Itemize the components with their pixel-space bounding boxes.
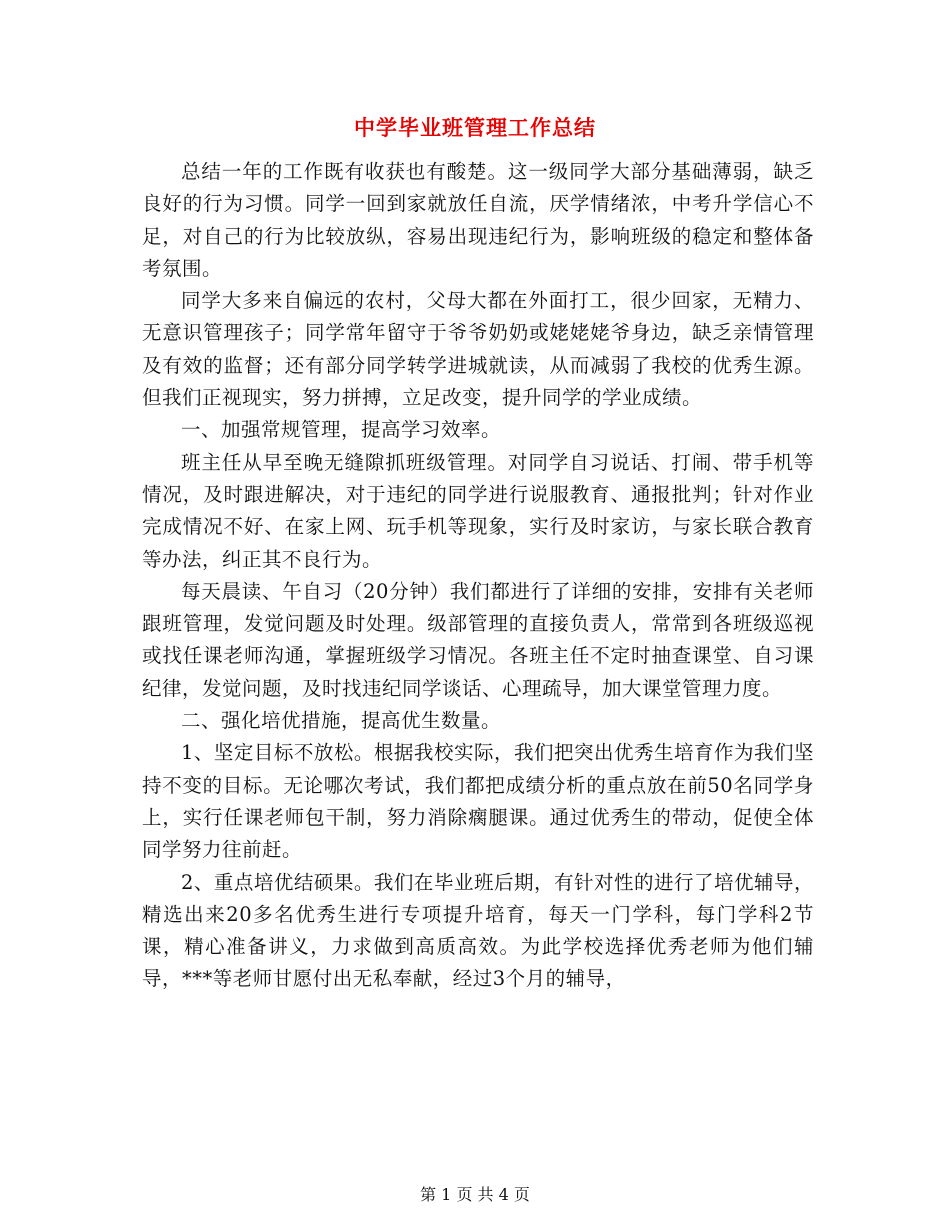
- paragraph-class-teacher-management: 班主任从早至晚无缝隙抓班级管理。对同学自习说话、打闹、带手机等情况，及时跟进解决，对于违纪的同学进行说服教育、通报批判；针对作业完成情况不好、在家上网、玩手机等现象，实行及时家访，与家长联合教育等办法，纠正其不良行为。: [142, 450, 814, 571]
- paragraph-intro: 总结一年的工作既有收获也有酸楚。这一级同学大部分基础薄弱，缺乏良好的行为习惯。同学一回到家就放任自流，厌学情绪浓，中考升学信心不足，对自己的行为比较放纵，容易出现违纪行为，影响班级的稳定和整体备考氛围。: [142, 160, 814, 280]
- document-body: [142, 156, 814, 996]
- document-title: 中学毕业班管理工作总结: [354, 116, 596, 140]
- paragraph-firm-goal: 1、坚定目标不放松。根据我校实际，我们把突出优秀生培育作为我们坚持不变的目标。无论哪次考试，我们都把成绩分析的重点放在前50名同学身上，实行任课老师包干制，努力消除瘸腿课。通过优秀生的带动，促使全体同学努力往前赶。: [142, 741, 814, 862]
- paragraph-background: 同学大多来自偏远的农村，父母大都在外面打工，很少回家，无精力、无意识管理孩子；同学常年留守于爷爷奶奶或姥姥姥爷身边，缺乏亲情管理及有效的监督；还有部分同学转学进城就读，从而减弱了我校的优秀生源。但我们正视现实，努力拼搏，立足改变，提升同学的学业成绩。: [142, 289, 814, 410]
- page-number-footer: 第 1 页 共 4 页: [420, 1185, 530, 1204]
- section-heading-top-student-training: 二、强化培优措施，提高优生数量。: [181, 709, 502, 733]
- paragraph-focused-training: 2、重点培优结硕果。我们在毕业班后期，有针对性的进行了培优辅导，精选出来20多名优秀生进行专项提升培育，每天一门学科，每门学科2节课，精心准备讲义，力求做到高质高效。为此学校选择优秀老师为他们辅导，***等老师甘愿付出无私奉献，经过3个月的辅导，: [142, 870, 814, 991]
- paragraph-daily-arrangement: 每天晨读、午自习（20分钟）我们都进行了详细的安排，安排有关老师跟班管理，发觉问题及时处理。级部管理的直接负责人，常常到各班级巡视或找任课老师沟通，掌握班级学习情况。各班主任不定时抽查课堂、自习课纪律，发觉问题，及时找违纪同学谈话、心理疏导，加大课堂管理力度。: [142, 579, 814, 700]
- section-heading-routine-management: 一、加强常规管理，提高学习效率。: [181, 418, 502, 442]
